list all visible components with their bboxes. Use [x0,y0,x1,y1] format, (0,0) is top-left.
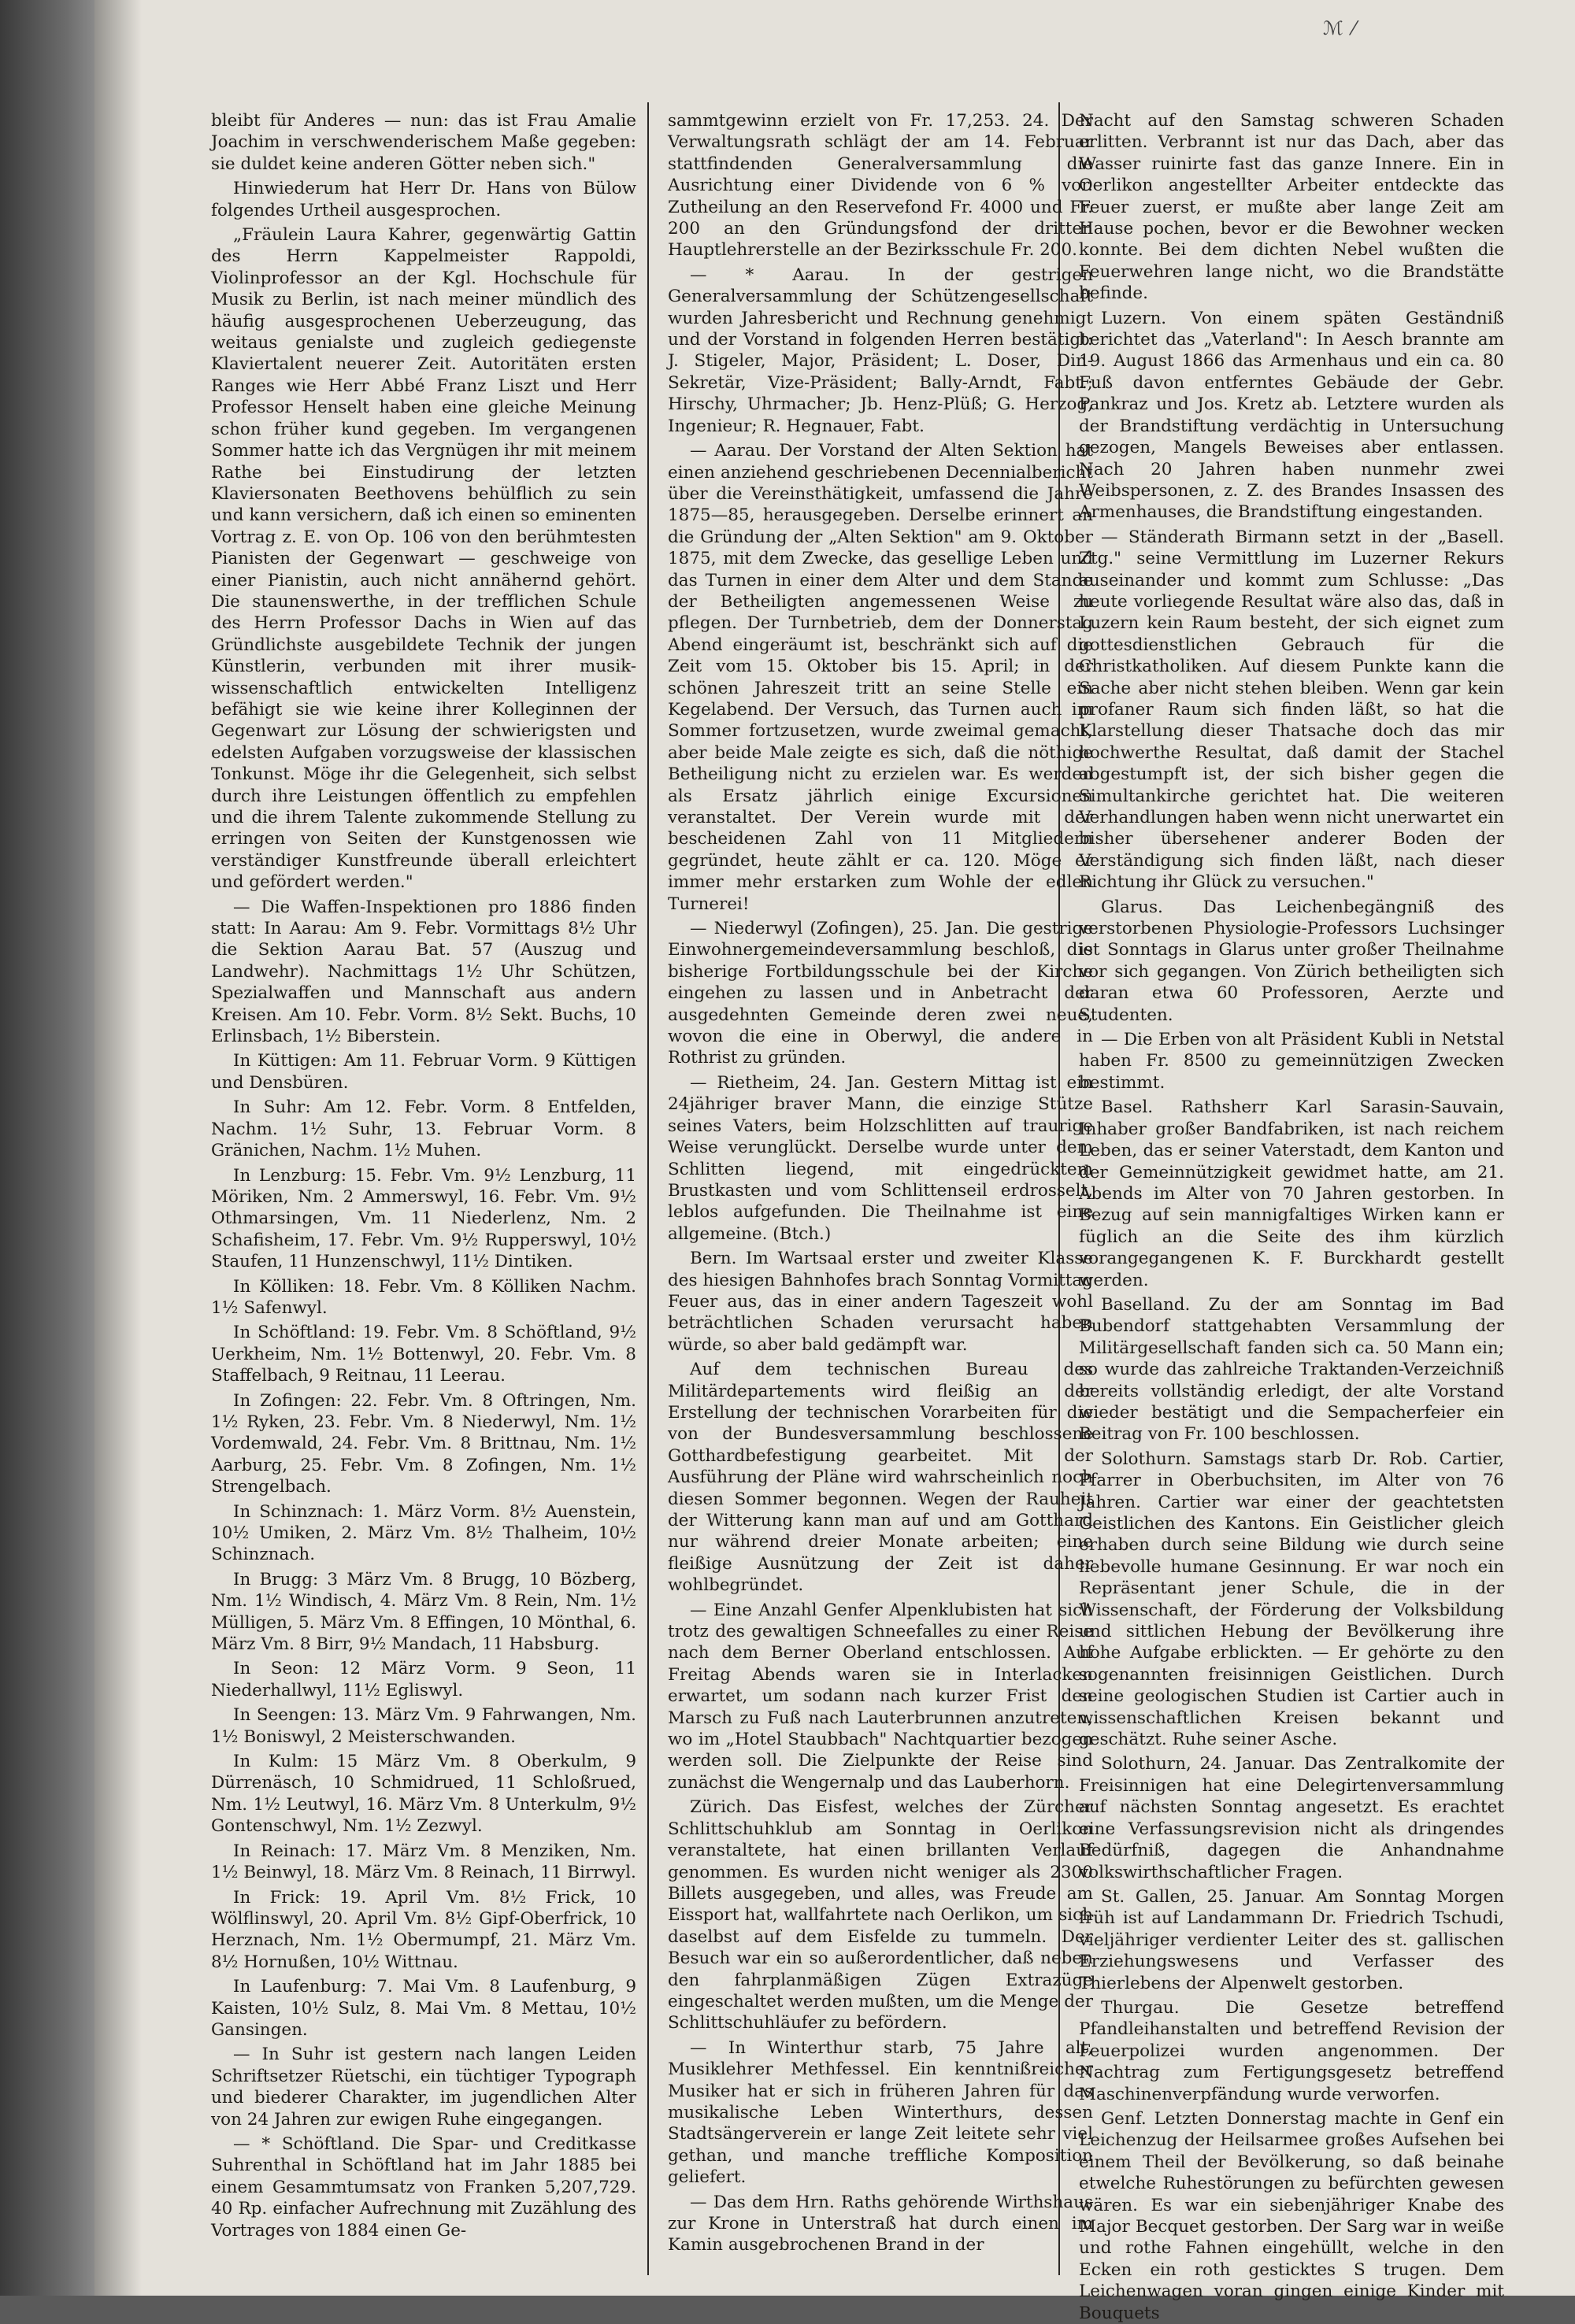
col1-para-6: In Suhr: Am 12. Febr. Vorm. 8 Entfelden, Nachm. 1½ Suhr, 13. Februar Vorm. 8 Gränichen, Nachm. 1½ Muhen. [211,1097,636,1161]
col2-para-1: sammtgewinn erzielt von Fr. 17,253. 24. Der Verwaltungsrath schlägt der am 14. Februar stattfindenden Generalversammlung die Ausrichtung einer Dividende von 6 % vor. Zutheilung an den Reservefond Fr. 4000 und Fr. 200 an den Gründungsfond der dritten Hauptlehrerstelle an der Bezirksschule Fr. 200. [668,111,1093,261]
col2-para-9: Zürich. Das Eisfest, welches der Zürcher Schlittschuhklub am Sonntag in Oerlikon veranstaltete, hat einen brillanten Verlauf genommen. Es wurden nicht weniger als 2300 Billets ausgegeben, und alles, was Freude am Eissport hat, wallfahrtete nach Oerlikon, um sich daselbst auf dem Eisfelde zu tummeln. Der Besuch war ein so außerordentlicher, daß neben den fahrplanmäßigen Zügen Extrazüge eingeschaltet werden mußten, um die Menge der Schlittschuhläufer zu befördern. [668,1797,1093,2034]
col3-para-7: Baselland. Zu der am Sonntag im Bad Bubendorf stattgehabten Versammlung der Militärgesellschaft fanden sich ca. 50 Mann ein; so wurde das zahlreiche Traktanden-Verzeichniß bereits vollständig erledigt, der alte Vorstand wieder bestätigt und die Sempacherfeier ein Beitrag von Fr. 100 beschlossen. [1079,1294,1504,1445]
col3-para-3: — Ständerath Birmann setzt in der „Basell. Ztg." seine Vermittlung im Luzerner Rekurs auseinander und kommt zum Schlusse: „Das heute vorliegende Resultat wäre also das, daß in Luzern kein Raum besteht, der sich eignet zum gottesdienstlichen Gebrauch für die Christkatholiken. Auf diesem Punkte kann die Sache aber nicht stehen bleiben. Wenn gar kein profaner Raum sich finden läßt, so hat die Klarstellung dieser Thatsache doch das mir hochwerthe Resultat, daß damit der Stachel abgestumpft ist, der sich bisher gegen die Simultankirche gerichtet hat. Die weiteren Verhandlungen haben wenn nicht unerwartet ein bisher übersehener anderer Boden der Verständigung sich finden läßt, nach dieser Richtung ihr Glück zu versuchen." [1079,527,1504,893]
col3-para-12: Genf. Letzten Donnerstag machte in Genf ein Leichenzug der Heilsarmee großes Aufsehen bei einem Theil der Bevölkerung, so daß beinahe etwelche Ruhestörungen zu befürchten gewesen wären. Es war ein siebenjähriger Knabe des Major Becquet gestorben. Der Sarg war in weiße und rothe Fahnen eingehüllt, welche in den Ecken ein roth gesticktes S trugen. Dem Leichenwagen voran gingen einige Kinder mit Bouquets [1079,2108,1504,2323]
col2-para-10: — In Winterthur starb, 75 Jahre alt, Musiklehrer Methfessel. Ein kenntnißreicher Musiker hat er sich in früheren Jahren für das musikalische Leben Winterthurs, dessen Stadtsängerverein er lange Zeit leitete sehr viel gethan, und manche treffliche Komposition geliefert. [668,2037,1093,2188]
column-1 [211,110,636,2267]
col3-para-11: Thurgau. Die Gesetze betreffend Pfandleihanstalten und betreffend Revision der Feuerpolizei wurden angenommen. Der Nachtrag zum Fertigungsgesetz betreffend Maschinenverpfändung wurde verworfen. [1079,1997,1504,2104]
column-3 [1079,110,1504,2323]
col3-para-5: — Die Erben von alt Präsident Kubli in Netstal haben Fr. 8500 zu gemeinnützigen Zwecken bestimmt. [1079,1030,1504,1093]
col2-para-7: Auf dem technischen Bureau des Militärdepartements wird fleißig an der Erstellung der technischen Vorarbeiten für die von der Bundesversammlung beschlossene Gotthardbefestigung gearbeitet. Mit der Ausführung der Pläne wird wahrscheinlich noch diesen Sommer begonnen. Wegen der Rauheit der Witterung kann man auf und am Gotthard nur während dreier Monate arbeiten; eine fleißige Ausnützung der Zeit ist daher wohlbegründet. [668,1360,1093,1596]
col1-para-2: Hinwiederum hat Herr Dr. Hans von Bülow folgendes Urtheil ausgesprochen. [211,179,636,220]
page-mark: ℳ ⁄ [1323,17,1358,39]
col1-para-9: In Schöftland: 19. Febr. Vm. 8 Schöftland, 9½ Uerkheim, Nm. 1½ Bottenwyl, 20. Febr. Vm. 8 Staffelbach, 9 Reitnau, 11 Leerau. [211,1323,636,1386]
col2-para-4: — Niederwyl (Zofingen), 25. Jan. Die gestrige Einwohnergemeindeversammlung beschloß, die bisherige Fortbildungsschule bei der Kirche eingehen zu lassen und in Anbetracht der ausgedehnten Gemeinde deren zwei neue, wovon die eine in Oberwyl, die andere in Rothrist zu gründen. [668,919,1093,1068]
col1-para-15: In Kulm: 15 März Vm. 8 Oberkulm, 9 Dürrenäsch, 10 Schmidrued, 11 Schloßrued, Nm. 1½ Leutwyl, 16. März Vm. 8 Unterkulm, 9½ Gontenschwyl, Nm. 1½ Zezwyl. [211,1752,636,1837]
col3-para-4: Glarus. Das Leichenbegängniß des verstorbenen Physiologie-Professors Luchsinger ist Sonntags in Glarus unter großer Theilnahme vor sich gegangen. Von Zürich betheiligten sich daran etwa 60 Professoren, Aerzte und Studenten. [1079,897,1504,1025]
col1-para-11: In Schinznach: 1. März Vorm. 8½ Auenstein, 10½ Umiken, 2. März Vm. 8½ Thalheim, 10½ Schinznach. [211,1501,636,1565]
col1-para-3: „Fräulein Laura Kahrer, gegenwärtig Gattin des Herrn Kappelmeister Rappoldi, Violinprofessor an der Kgl. Hochschule für Musik zu Berlin, ist nach meiner mündlich des häufig ausgesprochenen Ueberzeugung, das weitaus genialste und zugleich gediegenste Klaviertalent neuerer Zeit. Autoritäten ersten Ranges wie Herr Abbé Franz Liszt und Herr Professor Henselt haben eine gleiche Meinung schon früher kund gegeben. Im vergangenen Sommer hatte ich das Vergnügen ihr mit meinem Rathe bei Einstudirung der letzten Klaviersonaten Beethovens behülflich zu sein und kann versichern, daß ich einen so eminenten Vortrag z. E. von Op. 106 von den berühmtesten Pianisten der Gegenwart — geschweige von einer Pianistin, auch nicht annähernd gehört. Die staunenswerthe, in der trefflichen Schule des Herrn Professor Dachs in Wien auf das Gründlichste ausgebildete Technik der jungen Künstlerin, verbunden mit ihrer musik-wissenschaftlich entwickelten Intelligenz befähigt sie wie keine ihrer Kolleginnen der Gegenwart zur Lösung der schwierigsten und edelsten Aufgaben vorzugsweise der klassischen Tonkunst. Möge ihr die Gelegenheit, sich selbst durch ihre Leistungen öffentlich zu empfehlen und die ihrem Talente zukommende Stellung zu erringen von Seiten der Kunstgenossen wie verständiger Kunstfreunde überall erleichtert und gefördert werden." [211,225,636,893]
page-fold-shadow [94,0,142,2296]
col2-para-2: — * Aarau. In der gestrigen Generalversammlung der Schützengesellschaft wurden Jahresbericht und Rechnung genehmigt und der Vorstand in folgenden Herren bestätigt: J. Stigeler, Major, Präsident; L. Doser, Dir.-Sekretär, Vize-Präsident; Bally-Arndt, Fabt.; Hirschy, Uhrmacher; Jb. Henz-Plüß; G. Herzog, Ingenieur; R. Hegnauer, Fabt. [668,265,1093,436]
newspaper-page [94,0,1575,2323]
column-rule-1 [647,102,649,2275]
col2-para-8: — Eine Anzahl Genfer Alpenklubisten hat sich trotz des gewaltigen Schneefalles zu einer Reise nach dem Berner Oberland entschlossen. Auf Freitag Abends waren sie in Interlacken erwartet, um sodann nach kurzer Frist den Marsch zu Fuß nach Lauterbrunnen anzutreten, wo im „Hotel Staubbach" Nachtquartier bezogen werden soll. Die Zielpunkte der Reise sind zunächst die Wengernalp und das Lauberhorn. [668,1600,1093,1793]
col3-para-10: St. Gallen, 25. Januar. Am Sonntag Morgen früh ist auf Landammann Dr. Friedrich Tschudi, vieljähriger verdienter Leiter des st. gallischen Erziehungswesens und Verfasser des Thierlebens der Alpenwelt gestorben. [1079,1886,1504,1993]
col1-para-14: In Seengen: 13. März Vm. 9 Fahrwangen, Nm. 1½ Boniswyl, 2 Meisterschwanden. [211,1705,636,1747]
col1-para-18: In Laufenburg: 7. Mai Vm. 8 Laufenburg, 9 Kaisten, 10½ Sulz, 8. Mai Vm. 8 Mettau, 10½ Gansingen. [211,1977,636,2040]
col1-para-16: In Reinach: 17. März Vm. 8 Menziken, Nm. 1½ Beinwyl, 18. März Vm. 8 Reinach, 11 Birrwyl. [211,1841,636,1883]
column-2 [668,110,1093,2267]
col1-para-17: In Frick: 19. April Vm. 8½ Frick, 10 Wölflinswyl, 20. April Vm. 8½ Gipf-Oberfrick, 10 Herznach, Nm. 1½ Obermumpf, 21. März Vm. 8½ Hornußen, 10½ Wittnau. [211,1887,636,1972]
col2-para-5: — Rietheim, 24. Jan. Gestern Mittag ist ein 24jähriger braver Mann, die einzige Stütze seines Vaters, beim Holzschlitten auf traurige Weise verunglückt. Derselbe wurde unter dem Schlitten liegend, mit eingedrücktem Brustkasten und vom Schlittenseil erdrosselt, leblos aufgefunden. Die Theilnahme ist eine allgemeine. (Btch.) [668,1072,1093,1244]
col3-para-6: Basel. Rathsherr Karl Sarasin-Sauvain, Inhaber großer Bandfabriken, ist nach reichem Leben, das er seiner Vaterstadt, dem Kanton und der Gemeinnützigkeit gewidmet hatte, am 21. Abends im Alter von 70 Jahren gestorben. In Bezug auf sein mannigfaltiges Wirken kann er füglich an die Seite des ihm kürzlich vorangegangenen K. F. Burckhardt gestellt werden. [1079,1097,1504,1290]
col3-para-2: Luzern. Von einem späten Geständniß berichtet das „Vaterland": In Aesch brannte am 19. August 1866 das Armenhaus und ein ca. 80 Fuß davon entferntes Gebäude der Gebr. Pankraz und Jos. Kretz ab. Letztere wurden als der Brandstiftung verdächtig in Untersuchung gezogen, Mangels Beweises aber entlassen. Nach 20 Jahren haben nunmehr zwei Weibspersonen, z. Z. des Brandes Insassen des Armenhauses, die Brandstiftung eingestanden. [1079,308,1504,523]
col1-para-10: In Zofingen: 22. Febr. Vm. 8 Oftringen, Nm. 1½ Ryken, 23. Febr. Vm. 8 Niederwyl, Nm. 1½ Vordemwald, 24. Febr. Vm. 8 Brittnau, Nm. 1½ Aarburg, 25. Febr. Vm. 8 Zofingen, Nm. 1½ Strengelbach. [211,1390,636,1497]
col1-para-8: In Kölliken: 18. Febr. Vm. 8 Kölliken Nachm. 1½ Safenwyl. [211,1276,636,1318]
scan-background-edge [0,0,94,2296]
col1-para-13: In Seon: 12 März Vorm. 9 Seon, 11 Niederhallwyl, 11½ Egliswyl. [211,1659,636,1700]
col1-para-20: — * Schöftland. Die Spar- und Creditkasse Suhrenthal in Schöftland hat im Jahr 1885 bei einem Gesammtumsatz von Franken 5,207,729. 40 Rp. einfacher Aufrechnung mit Zuzählung des Vortrages von 1884 einen Ge- [211,2133,636,2241]
col1-para-19: — In Suhr ist gestern nach langen Leiden Schriftsetzer Rüetschi, ein tüchtiger Typograph und biederer Charakter, im jugendlichen Alter von 24 Jahren zur ewigen Ruhe eingegangen. [211,2045,636,2130]
col1-para-7: In Lenzburg: 15. Febr. Vm. 9½ Lenzburg, 11 Möriken, Nm. 2 Ammerswyl, 16. Febr. Vm. 9½ Othmarsingen, Vm. 11 Niederlenz, Nm. 2 Schafisheim, 17. Febr. Vm. 9½ Rupperswyl, 10½ Staufen, 11 Hunzenschwyl, 11½ Dintiken. [211,1165,636,1272]
col1-para-12: In Brugg: 3 März Vm. 8 Brugg, 10 Bözberg, Nm. 1½ Windisch, 4. März Vm. 8 Rein, Nm. 1½ Mülligen, 5. März Vm. 8 Effingen, 10 Mönthal, 6. März Vm. 8 Birr, 9½ Mandach, 11 Habsburg. [211,1569,636,1655]
col2-para-3: — Aarau. Der Vorstand der Alten Sektion hat einen anziehend geschriebenen Decennialbericht über die Vereinsthätigkeit, umfassend die Jahre 1875—85, herausgegeben. Derselbe erinnert an die Gründung der „Alten Sektion" am 9. Oktober 1875, mit dem Zwecke, das gesellige Leben und das Turnen in einer dem Alter und dem Stande der Betheiligten angemessenen Weise zu pflegen. Der Turnbetrieb, dem der Donnerstag Abend eingeräumt ist, beschränkt sich auf die Zeit vom 15. Oktober bis 15. April; in der schönen Jahreszeit tritt an seine Stelle ein Kegelabend. Der Versuch, das Turnen auch im Sommer fortzusetzen, wurde zweimal gemacht, aber beide Male zeigte es sich, daß die nöthige Betheiligung nicht zu erzielen war. Es werden als Ersatz jährlich einige Excursionen veranstaltet. Der Verein wurde mit der bescheidenen Zahl von 11 Mitgliedern gegründet, heute zählt er ca. 120. Möge er immer mehr erstarken zum Wohle der edlen Turnerei! [668,441,1093,914]
col1-para-5: In Küttigen: Am 11. Februar Vorm. 9 Küttigen und Densbüren. [211,1051,636,1093]
col3-para-9: Solothurn, 24. Januar. Das Zentralkomite der Freisinnigen hat eine Delegirtenversammlung auf nächsten Sonntag angesetzt. Es erachtet eine Verfassungsrevision nicht als dringendes Bedürfniß, dagegen die Anhandnahme volkswirthschaftlicher Fragen. [1079,1754,1504,1882]
col1-para-1: bleibt für Anderes — nun: das ist Frau Amalie Joachim in verschwenderischem Maße gegeben: sie duldet keine anderen Götter neben sich." [211,111,636,174]
col3-para-8: Solothurn. Samstags starb Dr. Rob. Cartier, Pfarrer in Oberbuchsiten, im Alter von 76 Jahren. Cartier war einer der geachtetsten Geistlichen des Kantons. Ein Geistlicher gleich erhaben durch seine Bildung wie durch seine liebevolle humane Gesinnung. Er war noch ein Repräsentant jener Schule, die in der Wissenschaft, der Förderung der Volksbildung und sittlichen Hebung der Bevölkerung ihre hohe Aufgabe erblickten. — Er gehörte zu den sogenannten freisinnigen Geistlichen. Durch seine geologischen Studien ist Cartier auch in wissenschaftlichen Kreisen bekannt und geschätzt. Ruhe seiner Asche. [1079,1449,1504,1750]
col1-para-4: — Die Waffen-Inspektionen pro 1886 finden statt: In Aarau: Am 9. Febr. Vormittags 8½ Uhr die Sektion Aarau Bat. 57 (Auszug und Landwehr). Nachmittags 1½ Uhr Schützen, Spezialwaffen und Mannschaft aus andern Kreisen. Am 10. Febr. Vorm. 8½ Sekt. Buchs, 10 Erlinsbach, 1½ Biberstein. [211,897,636,1047]
col2-para-11: — Das dem Hrn. Raths gehörende Wirthshaus zur Krone in Unterstraß hat durch einen im Kamin ausgebrochenen Brand in der [668,2192,1093,2256]
col3-para-1: Nacht auf den Samstag schweren Schaden erlitten. Verbrannt ist nur das Dach, aber das Wasser ruinirte fast das ganze Innere. Ein in Oerlikon angestellter Arbeiter entdeckte das Feuer zuerst, er mußte aber lange Zeit am Hause pochen, bevor er die Bewohner wecken konnte. Bei dem dichten Nebel wußten die Feuerwehren lange nicht, wo die Brandstätte befinde. [1079,111,1504,304]
col2-para-6: Bern. Im Wartsaal erster und zweiter Klasse des hiesigen Bahnhofes brach Sonntag Vormittag Feuer aus, das in einer andern Tageszeit wohl beträchtlichen Schaden verursacht haben würde, so aber bald gedämpft war. [668,1249,1093,1355]
